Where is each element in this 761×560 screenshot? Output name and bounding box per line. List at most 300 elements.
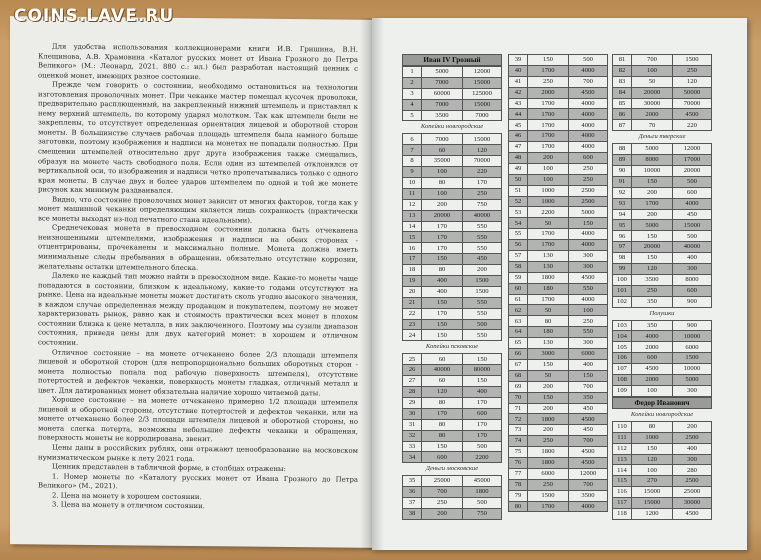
catalog-number-cell: 98 xyxy=(613,253,632,264)
table-row xyxy=(613,264,712,275)
table-row xyxy=(613,443,712,454)
good-price-cell: 6000 xyxy=(528,468,569,479)
good-price-cell: 200 xyxy=(528,403,569,414)
catalog-number-cell: 66 xyxy=(509,349,528,360)
catalog-number-cell: 85 xyxy=(613,98,632,109)
table-row xyxy=(403,156,502,167)
table-row xyxy=(509,283,608,294)
good-price-cell: 130 xyxy=(528,251,569,262)
good-price-cell: 20000 xyxy=(632,87,673,98)
catalog-number-cell: 108 xyxy=(613,375,632,386)
table-row xyxy=(403,88,502,99)
table-row xyxy=(613,209,712,220)
excellent-price-cell: 2200 xyxy=(463,452,502,463)
excellent-price-cell: 4000 xyxy=(673,198,712,209)
excellent-price-cell: 15000 xyxy=(463,77,502,88)
excellent-price-cell: 4000 xyxy=(569,142,608,153)
good-price-cell: 1500 xyxy=(528,490,569,501)
catalog-number-cell: 64 xyxy=(509,327,528,338)
price-table xyxy=(402,66,502,121)
table-row xyxy=(613,87,712,98)
catalog-number-cell: 61 xyxy=(509,294,528,305)
table-row xyxy=(403,319,502,330)
table-row xyxy=(509,98,608,109)
table-row xyxy=(613,421,712,432)
good-price-cell: 170 xyxy=(422,308,463,319)
good-price-cell: 600 xyxy=(632,353,673,364)
table-row xyxy=(403,354,502,365)
excellent-price-cell: 150 xyxy=(569,370,608,381)
table-row xyxy=(509,305,608,316)
excellent-price-cell: 15000 xyxy=(673,220,712,231)
catalog-number-cell: 49 xyxy=(509,163,528,174)
catalog-number-cell: 113 xyxy=(613,454,632,465)
catalog-number-cell: 50 xyxy=(509,174,528,185)
good-price-cell: 170 xyxy=(422,221,463,232)
table-row xyxy=(613,144,712,155)
left-page xyxy=(10,16,372,548)
excellent-price-cell: 150 xyxy=(463,354,502,365)
catalog-number-cell: 54 xyxy=(509,218,528,229)
excellent-price-cell: 600 xyxy=(569,153,608,164)
catalog-number-cell: 8 xyxy=(403,156,422,167)
catalog-number-cell: 104 xyxy=(613,331,632,342)
catalog-number-cell: 107 xyxy=(613,364,632,375)
table-row xyxy=(613,320,712,331)
good-price-cell: 1700 xyxy=(528,501,569,512)
excellent-price-cell: 80000 xyxy=(463,365,502,376)
excellent-price-cell: 4000 xyxy=(569,109,608,120)
table-row xyxy=(509,349,608,360)
catalog-number-cell: 103 xyxy=(613,320,632,331)
catalog-number-cell: 117 xyxy=(613,498,632,509)
excellent-price-cell: 450 xyxy=(463,254,502,265)
good-price-cell: 100 xyxy=(422,188,463,199)
good-price-cell: 1700 xyxy=(528,142,569,153)
table-row xyxy=(509,457,608,468)
excellent-price-cell: 170 xyxy=(463,397,502,408)
excellent-price-cell: 450 xyxy=(673,209,712,220)
good-price-cell: 1700 xyxy=(528,120,569,131)
good-price-cell: 150 xyxy=(422,330,463,341)
good-price-cell: 1000 xyxy=(528,185,569,196)
good-price-cell: 35000 xyxy=(422,156,463,167)
intro-paragraph: Среднечековая монета в превосходном состоянии должна быть отчеканена неизношенными штемпелями, изображения и надписи на обеих сторонах - отцентрированы, прочеканены и максимально полные. Монета должна иметь минимальные следы пребывания в обращении, обязательно отсутствие коррозии, желательны остатки штемпельного блеска. xyxy=(38,223,358,272)
table-row xyxy=(613,364,712,375)
excellent-price-cell: 4000 xyxy=(569,240,608,251)
good-price-cell: 1700 xyxy=(528,131,569,142)
good-price-cell: 1700 xyxy=(528,240,569,251)
excellent-price-cell: 700 xyxy=(569,436,608,447)
good-price-cell: 130 xyxy=(528,338,569,349)
excellent-price-cell: 4000 xyxy=(569,501,608,512)
table-row xyxy=(509,490,608,501)
price-column-1 xyxy=(402,54,502,520)
table-row xyxy=(613,274,712,285)
intro-paragraph: Цены даны в российских рублях, они отражают ценообразование на московском нумизматическом рынке к лету 2021 года. xyxy=(38,443,358,463)
catalog-number-cell: 34 xyxy=(403,452,422,463)
table-row xyxy=(613,465,712,476)
good-price-cell: 120 xyxy=(632,264,673,275)
table-row xyxy=(509,316,608,327)
excellent-price-cell: 550 xyxy=(463,330,502,341)
excellent-price-cell: 220 xyxy=(463,167,502,178)
good-price-cell: 1800 xyxy=(528,447,569,458)
excellent-price-cell: 500 xyxy=(463,319,502,330)
good-price-cell: 250 xyxy=(422,498,463,509)
good-price-cell: 2000 xyxy=(632,109,673,120)
good-price-cell: 5000 xyxy=(632,144,673,155)
catalog-number-cell: 92 xyxy=(613,187,632,198)
excellent-price-cell: 700 xyxy=(569,381,608,392)
excellent-price-cell: 100 xyxy=(569,305,608,316)
excellent-price-cell: 300 xyxy=(569,338,608,349)
catalog-number-cell: 17 xyxy=(403,254,422,265)
table-row xyxy=(403,419,502,430)
good-price-cell: 4000 xyxy=(632,331,673,342)
catalog-number-cell: 1 xyxy=(403,67,422,78)
catalog-number-cell: 51 xyxy=(509,185,528,196)
catalog-number-cell: 40 xyxy=(509,65,528,76)
catalog-number-cell: 75 xyxy=(509,447,528,458)
excellent-price-cell: 4500 xyxy=(569,447,608,458)
good-price-cell: 30000 xyxy=(632,98,673,109)
table-row xyxy=(403,254,502,265)
table-row xyxy=(403,232,502,243)
catalog-number-cell: 114 xyxy=(613,465,632,476)
table-row xyxy=(403,77,502,88)
catalog-number-cell: 84 xyxy=(613,87,632,98)
table-row xyxy=(403,365,502,376)
table-row xyxy=(509,359,608,370)
table-row xyxy=(509,109,608,120)
catalog-number-cell: 53 xyxy=(509,207,528,218)
catalog-number-cell: 41 xyxy=(509,76,528,87)
catalog-number-cell: 26 xyxy=(403,365,422,376)
catalog-number-cell: 105 xyxy=(613,342,632,353)
good-price-cell: 170 xyxy=(422,243,463,254)
table-row xyxy=(509,447,608,458)
excellent-price-cell: 350 xyxy=(569,392,608,403)
table-row xyxy=(403,67,502,78)
excellent-price-cell: 30000 xyxy=(673,498,712,509)
good-price-cell: 2000 xyxy=(632,342,673,353)
catalog-number-cell: 18 xyxy=(403,265,422,276)
excellent-price-cell: 2500 xyxy=(673,476,712,487)
price-table xyxy=(402,475,502,520)
catalog-number-cell: 69 xyxy=(509,381,528,392)
table-row xyxy=(613,498,712,509)
table-row xyxy=(509,436,608,447)
catalog-number-cell: 71 xyxy=(509,403,528,414)
table-row xyxy=(403,99,502,110)
catalog-number-cell: 68 xyxy=(509,370,528,381)
catalog-number-cell: 100 xyxy=(613,274,632,285)
table-row xyxy=(509,76,608,87)
excellent-price-cell: 4000 xyxy=(569,98,608,109)
good-price-cell: 2000 xyxy=(632,375,673,386)
table-row xyxy=(509,229,608,240)
good-price-cell: 40000 xyxy=(422,365,463,376)
excellent-price-cell: 4500 xyxy=(673,508,712,519)
catalog-number-cell: 21 xyxy=(403,297,422,308)
good-price-cell: 80 xyxy=(422,430,463,441)
excellent-price-cell: 700 xyxy=(569,76,608,87)
catalog-number-cell: 89 xyxy=(613,155,632,166)
catalog-number-cell: 65 xyxy=(509,338,528,349)
catalog-number-cell: 37 xyxy=(403,498,422,509)
excellent-price-cell: 20000 xyxy=(673,166,712,177)
table-row xyxy=(509,272,608,283)
excellent-price-cell: 10000 xyxy=(673,364,712,375)
catalog-number-cell: 88 xyxy=(613,144,632,155)
price-table xyxy=(402,133,502,341)
catalog-number-cell: 73 xyxy=(509,425,528,436)
good-price-cell: 1700 xyxy=(632,198,673,209)
excellent-price-cell: 4000 xyxy=(569,65,608,76)
good-price-cell: 100 xyxy=(632,465,673,476)
catalog-number-cell: 63 xyxy=(509,316,528,327)
good-price-cell: 2200 xyxy=(528,207,569,218)
catalog-number-cell: 30 xyxy=(403,408,422,419)
intro-text xyxy=(38,42,358,513)
good-price-cell: 150 xyxy=(528,55,569,66)
good-price-cell: 200 xyxy=(632,209,673,220)
catalog-number-cell: 102 xyxy=(613,296,632,307)
table-row xyxy=(509,370,608,381)
good-price-cell: 100 xyxy=(632,385,673,396)
excellent-price-cell: 450 xyxy=(569,403,608,414)
good-price-cell: 1700 xyxy=(528,294,569,305)
good-price-cell: 80 xyxy=(422,178,463,189)
good-price-cell: 60 xyxy=(422,376,463,387)
table-row xyxy=(403,188,502,199)
table-row xyxy=(613,65,712,76)
table-row xyxy=(509,479,608,490)
good-price-cell: 1000 xyxy=(632,432,673,443)
coin-type-subheading: Полушки xyxy=(649,309,675,317)
good-price-cell: 20000 xyxy=(422,210,463,221)
good-price-cell: 200 xyxy=(632,187,673,198)
good-price-cell: 200 xyxy=(422,508,463,519)
catalog-number-cell: 19 xyxy=(403,276,422,287)
excellent-price-cell: 200 xyxy=(463,265,502,276)
good-price-cell: 50 xyxy=(528,370,569,381)
table-row xyxy=(509,87,608,98)
excellent-price-cell: 900 xyxy=(673,296,712,307)
catalog-number-cell: 14 xyxy=(403,221,422,232)
excellent-price-cell: 500 xyxy=(463,441,502,452)
catalog-number-cell: 58 xyxy=(509,261,528,272)
good-price-cell: 150 xyxy=(632,231,673,242)
excellent-price-cell: 550 xyxy=(569,283,608,294)
excellent-price-cell: 550 xyxy=(569,327,608,338)
good-price-cell: 200 xyxy=(528,425,569,436)
catalog-number-cell: 87 xyxy=(613,120,632,131)
table-row xyxy=(613,342,712,353)
price-table xyxy=(402,353,502,463)
catalog-number-cell: 83 xyxy=(613,76,632,87)
table-row xyxy=(613,76,712,87)
table-row xyxy=(403,110,502,121)
excellent-price-cell: 1500 xyxy=(673,55,712,66)
catalog-number-cell: 81 xyxy=(613,55,632,66)
excellent-price-cell: 600 xyxy=(673,285,712,296)
good-price-cell: 15000 xyxy=(632,487,673,498)
excellent-price-cell: 300 xyxy=(569,261,608,272)
table-row xyxy=(613,432,712,443)
table-row xyxy=(403,243,502,254)
table-row xyxy=(613,187,712,198)
table-row xyxy=(403,167,502,178)
excellent-price-cell: 250 xyxy=(569,174,608,185)
good-price-cell: 120 xyxy=(632,454,673,465)
excellent-price-cell: 750 xyxy=(463,508,502,519)
good-price-cell: 7000 xyxy=(422,77,463,88)
table-row xyxy=(403,498,502,509)
intro-paragraph: Хорошее состояние – на монете отчеканено примерно 1/2 площади штемпеля лицевой и оборотной стороны, отсутствие потертостей и дефектов чеканки, или на монете отчеканено более 2/3 площади штемпеля лицевой и оборотной стороны, но монета слегка потерта, возможны небольшие дефекты чеканки и обращения, поверхность монеты не корродирована, звенит. xyxy=(38,395,358,444)
table-row xyxy=(613,231,712,242)
table-row xyxy=(403,199,502,210)
excellent-price-cell: 4000 xyxy=(569,229,608,240)
excellent-price-cell: 500 xyxy=(673,176,712,187)
good-price-cell: 270 xyxy=(632,476,673,487)
table-row xyxy=(613,285,712,296)
catalog-number-cell: 12 xyxy=(403,199,422,210)
excellent-price-cell: 300 xyxy=(673,454,712,465)
table-row xyxy=(613,508,712,519)
good-price-cell: 3500 xyxy=(422,110,463,121)
catalog-number-cell: 109 xyxy=(613,385,632,396)
catalog-number-cell: 101 xyxy=(613,285,632,296)
table-row xyxy=(403,387,502,398)
catalog-number-cell: 42 xyxy=(509,87,528,98)
good-price-cell: 4500 xyxy=(632,364,673,375)
excellent-price-cell: 2500 xyxy=(673,432,712,443)
good-price-cell: 15000 xyxy=(632,498,673,509)
catalog-number-cell: 36 xyxy=(403,487,422,498)
excellent-price-cell: 250 xyxy=(569,316,608,327)
good-price-cell: 180 xyxy=(528,283,569,294)
catalog-number-cell: 3 xyxy=(403,88,422,99)
excellent-price-cell: 45000 xyxy=(463,476,502,487)
good-price-cell: 80 xyxy=(528,316,569,327)
excellent-price-cell: 220 xyxy=(673,120,712,131)
table-row xyxy=(403,145,502,156)
good-price-cell: 170 xyxy=(422,232,463,243)
good-price-cell: 150 xyxy=(422,441,463,452)
table-row xyxy=(509,338,608,349)
coin-type-subheading: Копейки новгородские xyxy=(420,123,484,131)
catalog-number-cell: 48 xyxy=(509,153,528,164)
table-row xyxy=(613,242,712,253)
good-price-cell: 150 xyxy=(632,443,673,454)
excellent-price-cell: 6000 xyxy=(569,349,608,360)
catalog-number-cell: 2 xyxy=(403,77,422,88)
excellent-price-cell: 17000 xyxy=(673,155,712,166)
good-price-cell: 1800 xyxy=(528,457,569,468)
excellent-price-cell: 40000 xyxy=(673,242,712,253)
catalog-number-cell: 55 xyxy=(509,229,528,240)
ruler-header: Федор Иванович xyxy=(612,397,712,409)
table-row xyxy=(403,441,502,452)
catalog-number-cell: 47 xyxy=(509,142,528,153)
catalog-number-cell: 118 xyxy=(613,508,632,519)
table-row xyxy=(509,185,608,196)
good-price-cell: 80 xyxy=(632,421,673,432)
catalog-number-cell: 59 xyxy=(509,272,528,283)
good-price-cell: 60 xyxy=(422,145,463,156)
table-row xyxy=(509,55,608,66)
table-row xyxy=(613,176,712,187)
excellent-price-cell: 4500 xyxy=(569,457,608,468)
catalog-number-cell: 5 xyxy=(403,110,422,121)
catalog-number-cell: 70 xyxy=(509,392,528,403)
catalog-number-cell: 43 xyxy=(509,98,528,109)
intro-paragraph: 1. Номер монеты по «Каталогу русских монет от Ивана Грозного до Петра Великого» (М., 2021). xyxy=(38,472,358,491)
excellent-price-cell: 1500 xyxy=(463,276,502,287)
excellent-price-cell: 4000 xyxy=(569,120,608,131)
coin-type-subheading: Деньги тверские xyxy=(638,133,686,141)
good-price-cell: 200 xyxy=(422,199,463,210)
excellent-price-cell: 150 xyxy=(463,376,502,387)
catalog-number-cell: 79 xyxy=(509,490,528,501)
table-row xyxy=(613,109,712,120)
catalog-number-cell: 20 xyxy=(403,286,422,297)
catalog-number-cell: 91 xyxy=(613,176,632,187)
table-row xyxy=(613,296,712,307)
excellent-price-cell: 900 xyxy=(673,320,712,331)
good-price-cell: 10000 xyxy=(632,166,673,177)
excellent-price-cell: 2500 xyxy=(569,185,608,196)
good-price-cell: 60 xyxy=(422,354,463,365)
table-row xyxy=(403,134,502,145)
excellent-price-cell: 1500 xyxy=(673,353,712,364)
good-price-cell: 150 xyxy=(422,319,463,330)
catalog-number-cell: 32 xyxy=(403,430,422,441)
intro-paragraph: Отличное состояние – на монете отчеканено более 2/3 площади штемпеля лицевой и оборотной сторон (для непропорционально больших оборотных сторон - монета полностью попала под рабочую поверхность штемпеля), отсутствие потертостей и дефектов чеканки, поверхность монеты гладкая, отличный металл и цвет. Для датированных монет обязательна наличие хорошо читаемой даты. xyxy=(38,348,358,398)
catalog-number-cell: 31 xyxy=(403,419,422,430)
book-gutter xyxy=(360,18,384,550)
table-row xyxy=(509,468,608,479)
catalog-number-cell: 115 xyxy=(613,476,632,487)
table-row xyxy=(509,294,608,305)
good-price-cell: 50 xyxy=(528,218,569,229)
excellent-price-cell: 12000 xyxy=(463,67,502,78)
good-price-cell: 200 xyxy=(528,153,569,164)
table-row xyxy=(509,414,608,425)
good-price-cell: 130 xyxy=(528,261,569,272)
price-column-2 xyxy=(508,54,608,512)
catalog-number-cell: 57 xyxy=(509,251,528,262)
good-price-cell: 400 xyxy=(422,276,463,287)
excellent-price-cell: 3500 xyxy=(569,490,608,501)
catalog-number-cell: 10 xyxy=(403,178,422,189)
good-price-cell: 5000 xyxy=(632,220,673,231)
catalog-number-cell: 93 xyxy=(613,198,632,209)
table-row xyxy=(509,381,608,392)
catalog-number-cell: 33 xyxy=(403,441,422,452)
excellent-price-cell: 4500 xyxy=(569,87,608,98)
excellent-price-cell: 550 xyxy=(463,232,502,243)
good-price-cell: 1700 xyxy=(528,109,569,120)
catalog-number-cell: 77 xyxy=(509,468,528,479)
table-row xyxy=(509,196,608,207)
catalog-number-cell: 111 xyxy=(613,432,632,443)
good-price-cell: 1000 xyxy=(528,196,569,207)
catalog-number-cell: 60 xyxy=(509,283,528,294)
catalog-number-cell: 112 xyxy=(613,443,632,454)
